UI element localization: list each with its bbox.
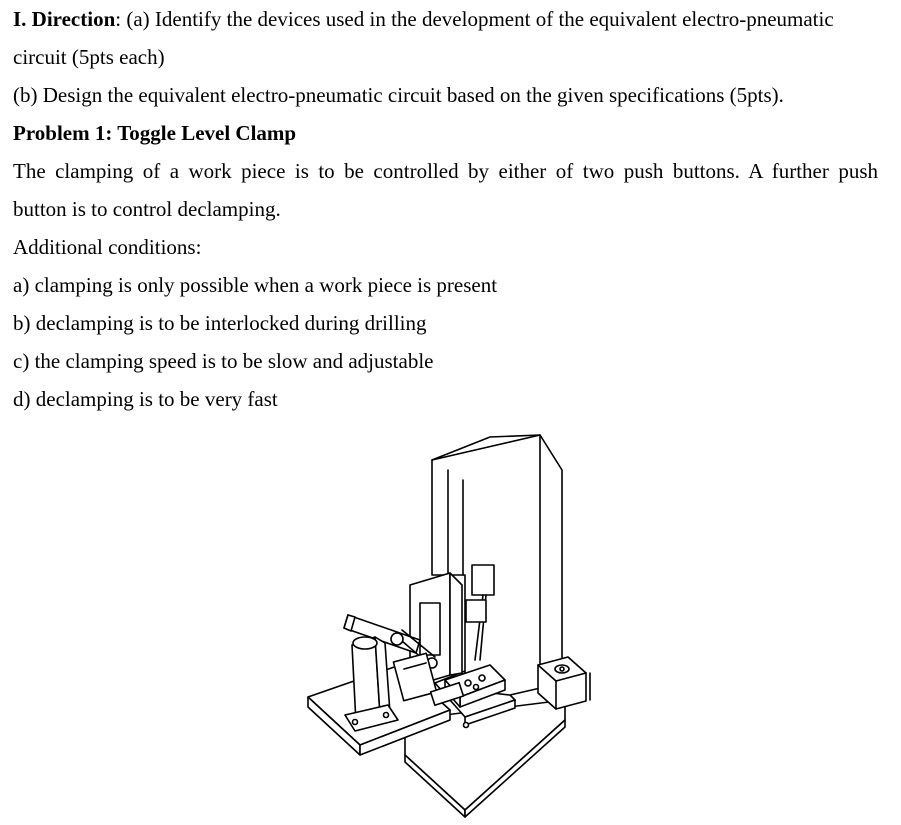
document-text xyxy=(13,0,878,418)
work-piece-hole xyxy=(465,680,471,686)
direction-line-a-cont: circuit (5pts each) xyxy=(13,45,165,69)
toggle-lever-clamp-figure xyxy=(300,425,600,820)
direction-line-b: (b) Design the equivalent electro-pneumatic circuit based on the given specifications (5pts). xyxy=(13,83,784,107)
conditions-heading: Additional conditions: xyxy=(13,235,202,259)
pillar-top-pin xyxy=(353,637,377,649)
work-piece-hole xyxy=(479,675,485,681)
fixture-bolt xyxy=(464,723,469,728)
condition-item: d) declamping is to be very fast xyxy=(13,387,278,411)
spindle-head xyxy=(472,565,494,595)
toggle-lever-clamp-illustration-icon xyxy=(300,425,600,820)
work-piece-hole xyxy=(474,685,479,690)
condition-item: a) clamping is only possible when a work piece is present xyxy=(13,273,498,297)
direction-text-a: : (a) Identify the devices used in the development of the equivalent electro-pneumatic xyxy=(115,7,834,31)
condition-item: c) the clamping speed is to be slow and adjustable xyxy=(13,349,434,373)
problem-title: Problem 1: Toggle Level Clamp xyxy=(13,121,297,145)
toggle-pivot xyxy=(391,633,403,645)
drill-chuck xyxy=(466,600,486,622)
clamp-frame-side xyxy=(450,573,462,675)
condition-item: b) declamping is to be interlocked during drilling xyxy=(13,311,427,335)
direction-label: I. Direction xyxy=(13,7,116,31)
pillar-foot-bolt xyxy=(353,720,358,725)
problem-description-line1: The clamping of a work piece is to be controlled by either of two push buttons. A further push xyxy=(13,159,878,183)
problem-description-line2: button is to control declamping. xyxy=(13,197,281,221)
pillar-foot-bolt xyxy=(384,713,389,718)
push-button-center-icon xyxy=(560,667,564,671)
direction-line-a xyxy=(13,0,878,38)
